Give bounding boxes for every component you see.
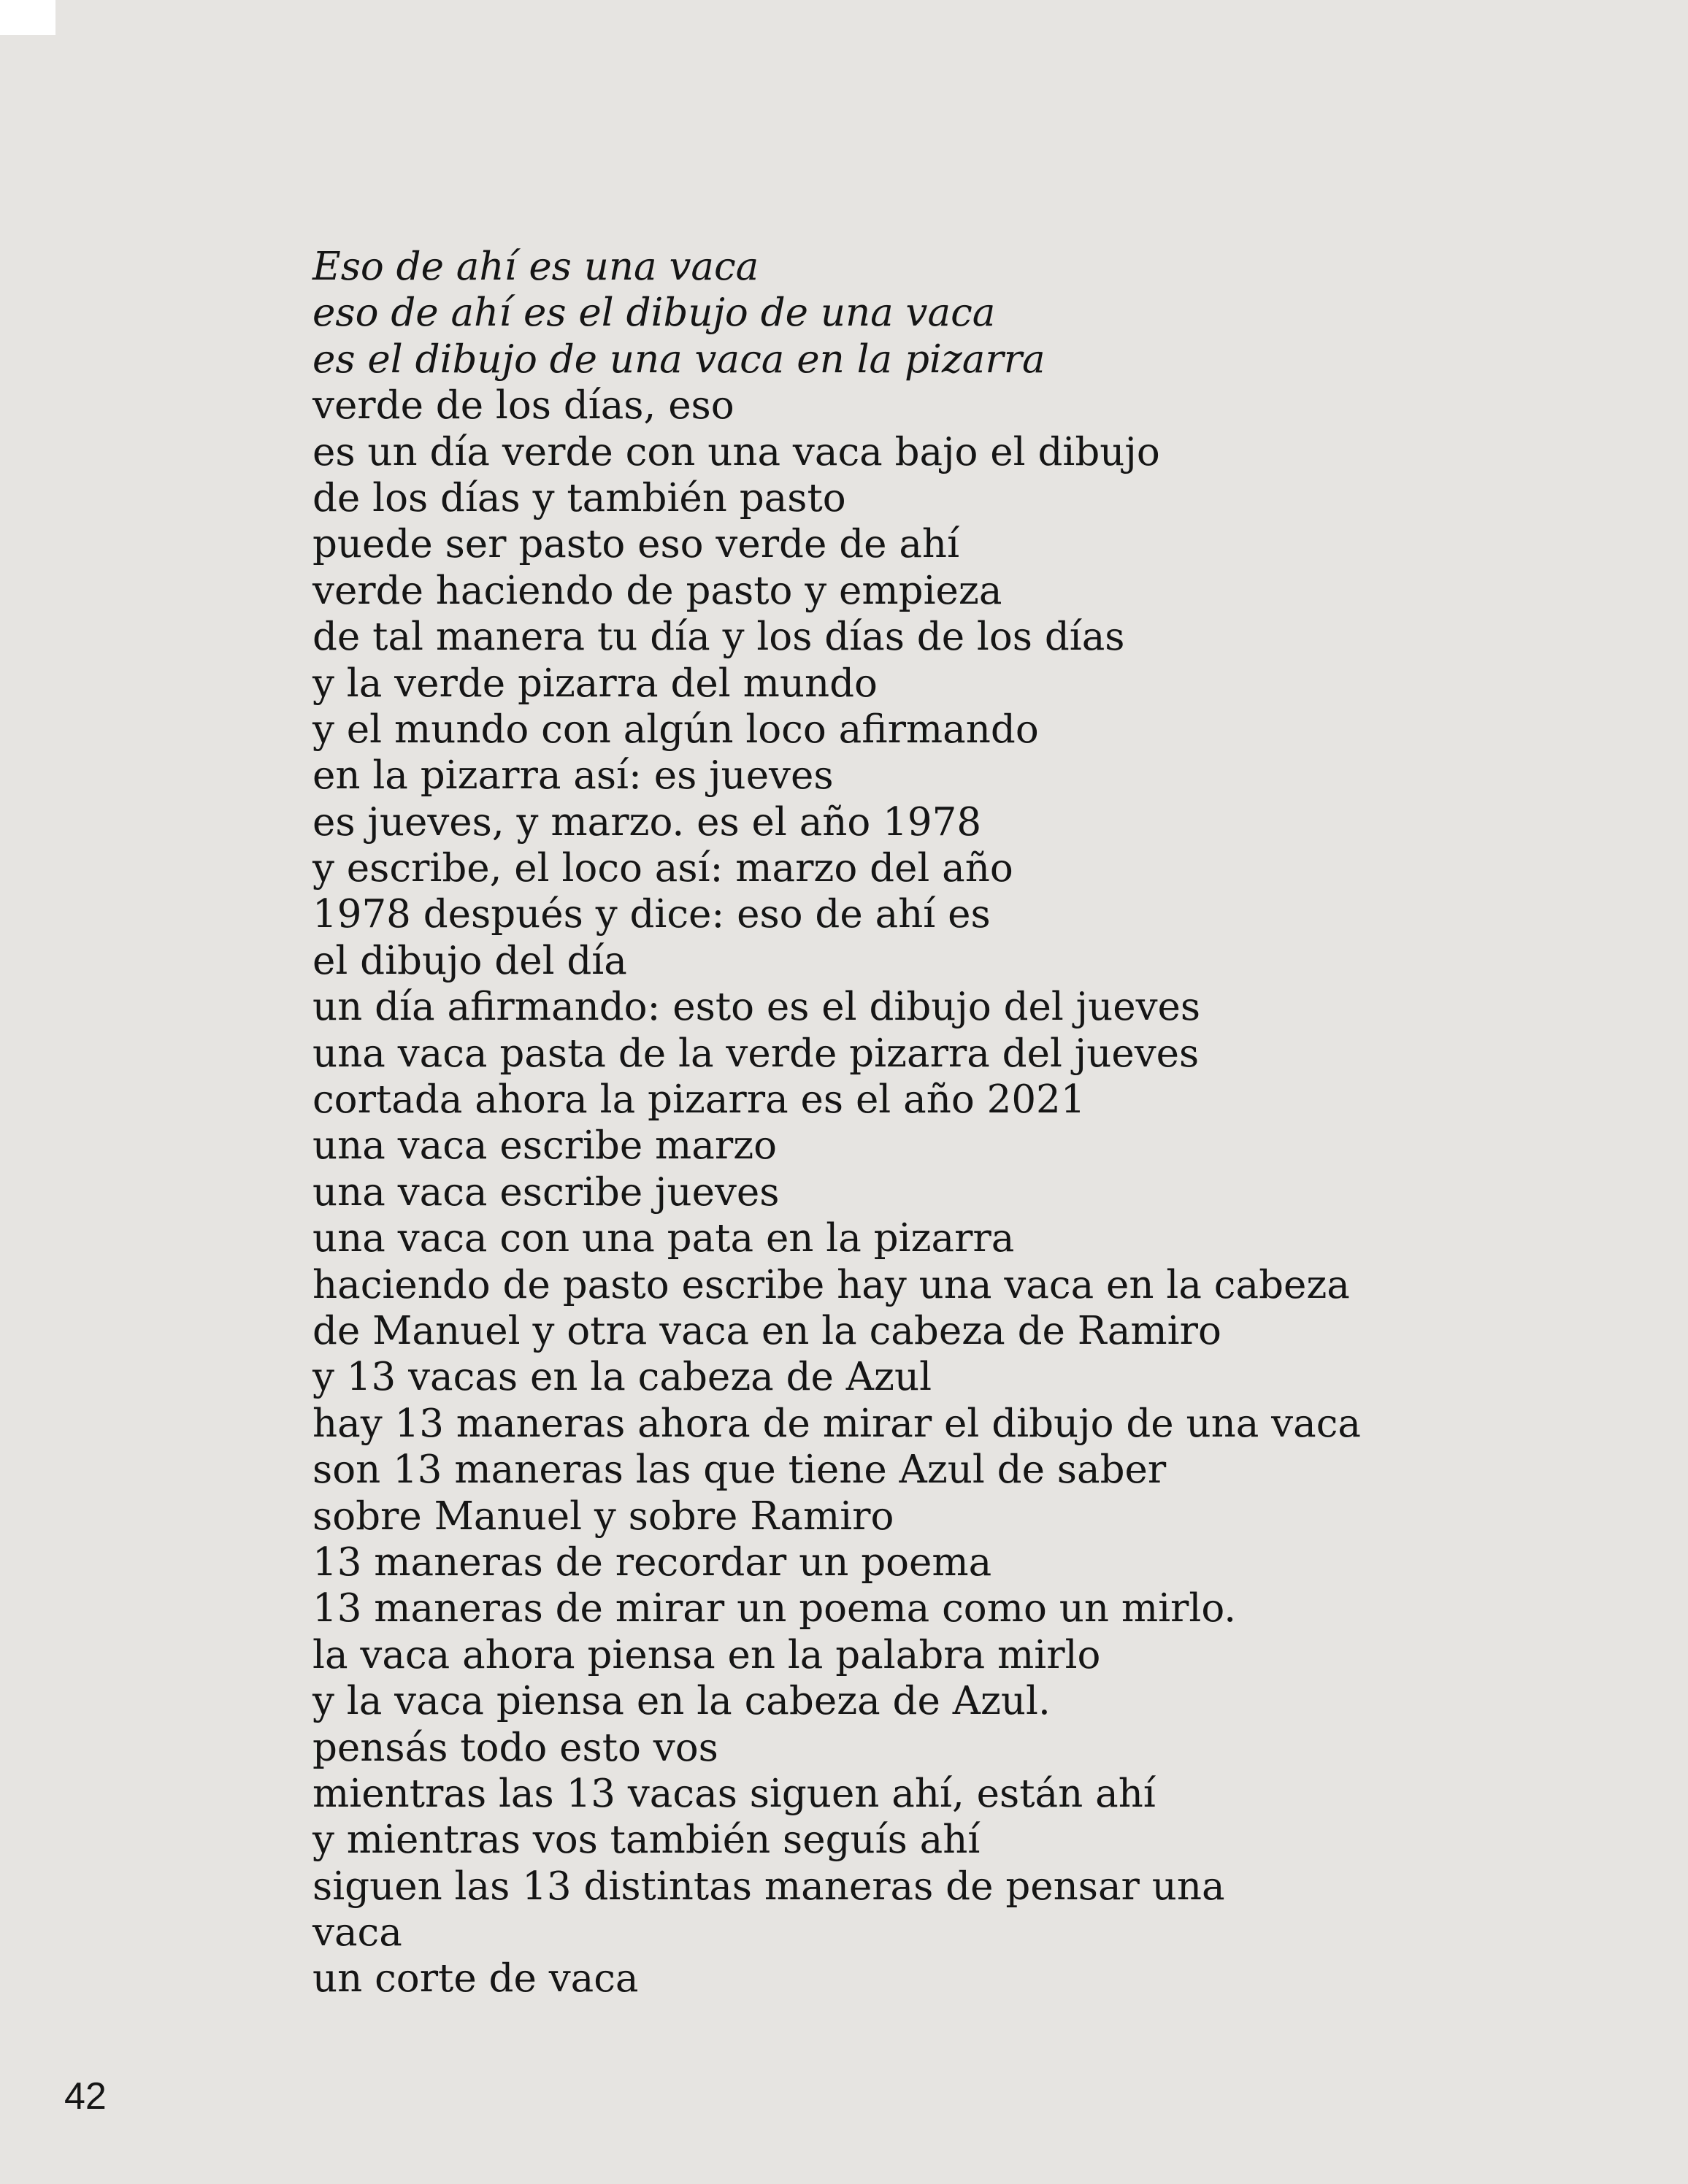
poem-line: es un día verde con una vaca bajo el dibujo bbox=[312, 429, 1160, 474]
poem-line: cortada ahora la pizarra es el año 2021 bbox=[312, 1077, 1086, 1123]
poem-line: pensás todo esto vos bbox=[312, 1725, 718, 1770]
poem-line: y 13 vacas en la cabeza de Azul bbox=[312, 1355, 932, 1400]
page-number: 42 bbox=[64, 2075, 107, 2118]
poem-line: 13 maneras de mirar un poema como un mirlo. bbox=[312, 1586, 1237, 1631]
poem-line: de los días y también pasto bbox=[312, 475, 846, 520]
poem-line: eso de ahí es el dibujo de una vaca bbox=[312, 291, 996, 336]
poem-line: en la pizarra así: es jueves bbox=[312, 753, 834, 799]
poem-line: hay 13 maneras ahora de mirar el dibujo de una vaca bbox=[312, 1401, 1361, 1446]
poem-line: sobre Manuel y sobre Ramiro bbox=[312, 1493, 894, 1539]
poem-line: una vaca escribe jueves bbox=[312, 1169, 780, 1215]
poem-line: verde haciendo de pasto y empieza bbox=[312, 568, 1002, 613]
poem-line: de Manuel y otra vaca en la cabeza de Ramiro bbox=[312, 1308, 1221, 1353]
poem-line: haciendo de pasto escribe hay una vaca en la cabeza bbox=[312, 1262, 1350, 1307]
poem-line: un corte de vaca bbox=[312, 1956, 639, 2002]
poem-line: es jueves, y marzo. es el año 1978 bbox=[312, 799, 982, 845]
poem-line: Eso de ahí es una vaca bbox=[312, 245, 759, 289]
poem-line: un día afirmando: esto es el dibujo del jueves bbox=[312, 985, 1201, 1030]
page-corner-tab bbox=[0, 0, 55, 35]
poem-line: 13 maneras de recordar un poema bbox=[312, 1539, 992, 1585]
poem-line: y la verde pizarra del mundo bbox=[312, 661, 878, 706]
poem-line: son 13 maneras las que tiene Azul de saber bbox=[312, 1447, 1167, 1493]
poem-line: vaca bbox=[312, 1910, 402, 1956]
poem-line: siguen las 13 distintas maneras de pensar una bbox=[312, 1864, 1225, 1909]
poem-line: verde de los días, eso bbox=[312, 383, 734, 428]
poem-line: la vaca ahora piensa en la palabra mirlo bbox=[312, 1632, 1101, 1677]
poem-line: una vaca escribe marzo bbox=[312, 1123, 778, 1169]
poem-line: una vaca con una pata en la pizarra bbox=[312, 1216, 1015, 1261]
poem-line: y mientras vos también seguís ahí bbox=[312, 1818, 981, 1863]
poem-line: mientras las 13 vacas siguen ahí, están ahí bbox=[312, 1771, 1156, 1816]
poem-line: es el dibujo de una vaca en la pizarra bbox=[312, 337, 1046, 382]
poem-line: de tal manera tu día y los días de los días bbox=[312, 615, 1125, 660]
poem-line: y la vaca piensa en la cabeza de Azul. bbox=[312, 1679, 1051, 1724]
poem-body bbox=[312, 244, 1361, 2002]
poem-line: una vaca pasta de la verde pizarra del jueves bbox=[312, 1031, 1200, 1076]
poem-line: puede ser pasto eso verde de ahí bbox=[312, 522, 960, 567]
poem-line: el dibujo del día bbox=[312, 938, 627, 983]
poem-line: y escribe, el loco así: marzo del año bbox=[312, 846, 1013, 891]
poem-line: 1978 después y dice: eso de ahí es bbox=[312, 892, 991, 937]
poem-line: y el mundo con algún loco afirmando bbox=[312, 707, 1039, 752]
